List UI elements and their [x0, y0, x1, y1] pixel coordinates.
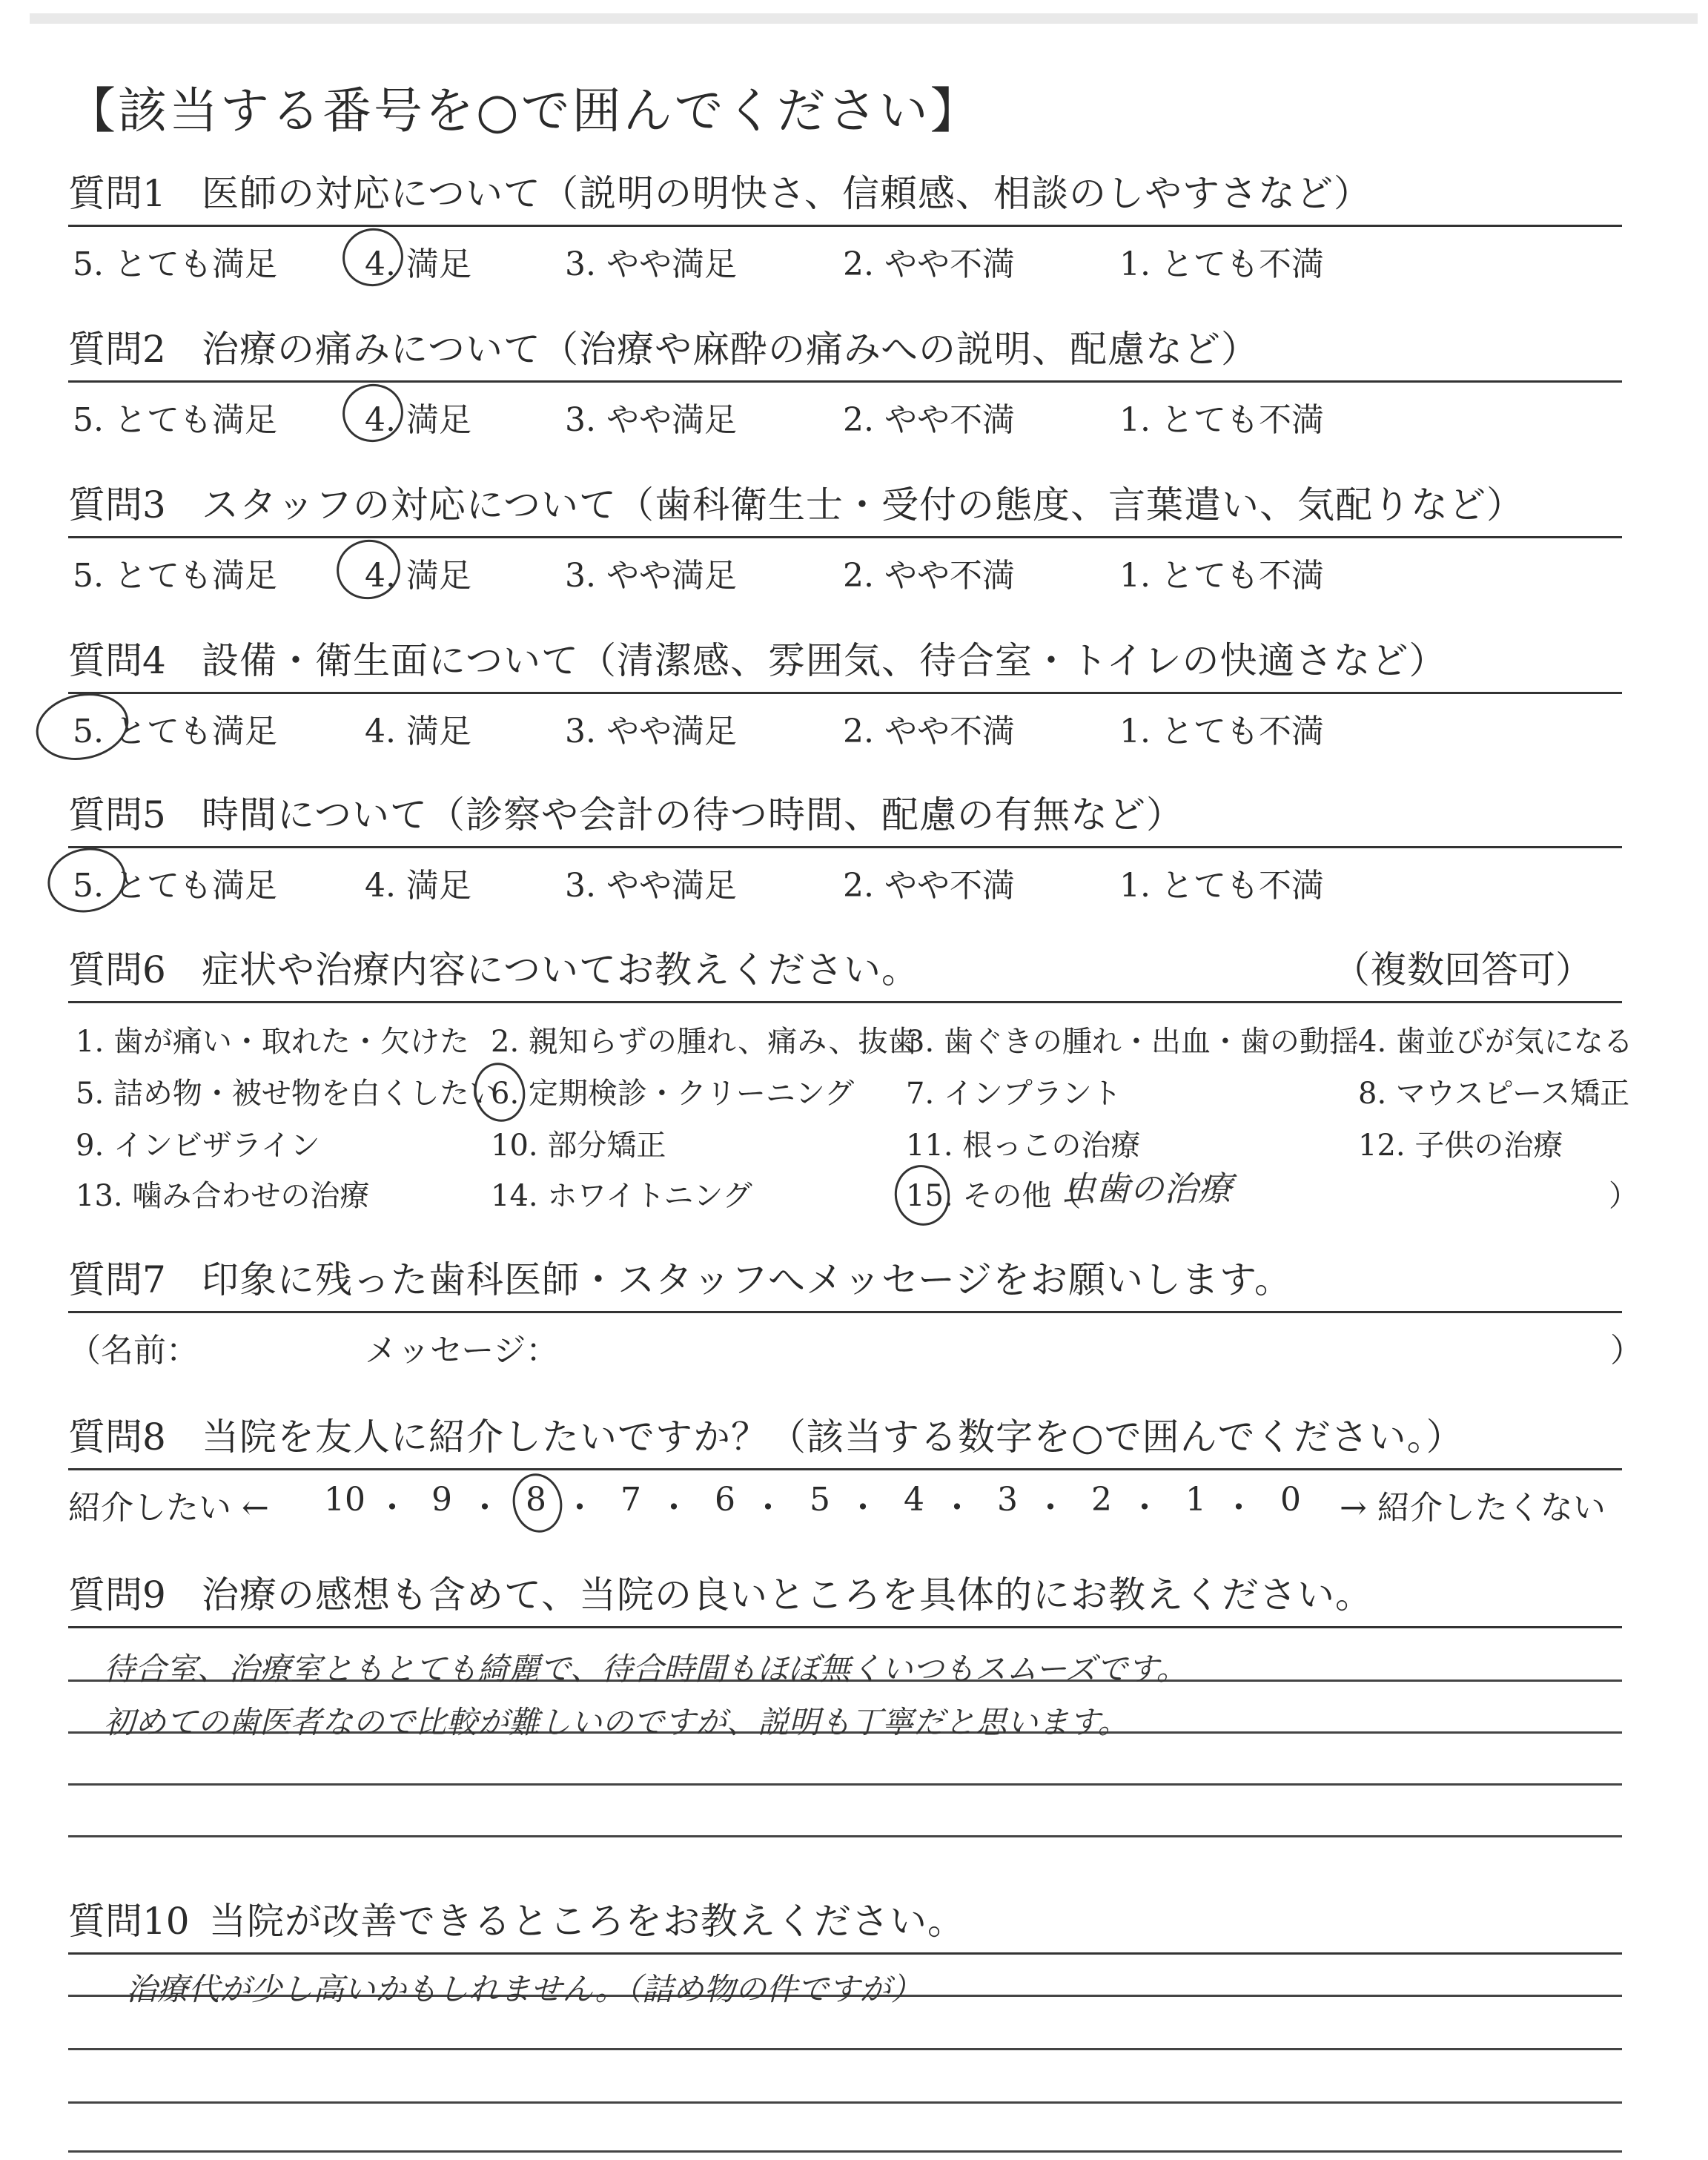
symptom-option-11[interactable]: 11. 根っこの治療 — [906, 1129, 1141, 1163]
option-4[interactable]: 4. 満足 — [365, 867, 471, 905]
symptom-option-2[interactable]: 2. 親知らずの腫れ、痛み、抜歯 — [491, 1025, 918, 1059]
question-7 — [68, 1246, 1643, 1370]
selection-circle — [889, 1160, 955, 1231]
symptom-option-6[interactable]: 6. 定期検診・クリーニング — [491, 1077, 855, 1111]
question-text: 時間について（診察や会計の待つ時間、配慮の有無など） — [202, 793, 1184, 836]
question-9 — [68, 1561, 1622, 1628]
option-5[interactable]: 5. とても満足 — [73, 867, 277, 905]
answer-line — [68, 2101, 1622, 2104]
option-5[interactable]: 5. とても満足 — [73, 401, 277, 439]
handwritten-answer: 待合室、治療室ともとても綺麗で、待合時間もほぼ無くいつもスムーズです。 — [104, 1651, 1188, 1687]
option-5[interactable]: 5. とても満足 — [73, 713, 277, 750]
recommend-left-label: 紹介したい ← — [68, 1489, 269, 1527]
symptom-option-13[interactable]: 13. 噛み合わせの治療 — [76, 1179, 370, 1213]
option-1[interactable]: 1. とても不満 — [1119, 713, 1324, 750]
scale-dot: ・ — [1222, 1489, 1255, 1527]
selection-circle — [30, 685, 135, 768]
scale-dot: ・ — [847, 1489, 879, 1527]
scale-dot: ・ — [1034, 1489, 1067, 1527]
scale-8[interactable]: 8 — [526, 1481, 546, 1519]
question-3 — [68, 471, 1622, 598]
question-text: 当院が改善できるところをお教えください。 — [209, 1900, 965, 1943]
option-2[interactable]: 2. やや不満 — [843, 867, 1015, 905]
option-3[interactable]: 3. やや満足 — [565, 713, 737, 750]
question-note: （複数回答可） — [1333, 948, 1592, 991]
option-5[interactable]: 5. とても満足 — [73, 245, 277, 283]
scale-0[interactable]: 0 — [1280, 1481, 1301, 1519]
symptom-option-8[interactable]: 8. マウスピース矯正 — [1358, 1077, 1630, 1111]
question-number: 質問10 — [68, 1900, 190, 1943]
symptom-option-15[interactable]: 15. その他（ — [906, 1179, 1082, 1213]
handwritten-answer: 治療代が少し高いかもしれません。（詰め物の件ですが） — [126, 1971, 922, 2007]
option-3[interactable]: 3. やや満足 — [565, 557, 737, 595]
message-label: メッセージ： — [365, 1332, 559, 1370]
message-close-paren: ） — [1610, 1332, 1643, 1370]
option-1[interactable]: 1. とても不満 — [1119, 245, 1324, 283]
selection-circle — [469, 1058, 530, 1126]
question-number: 質問1 — [68, 172, 166, 215]
question-number: 質問5 — [68, 793, 166, 836]
symptom-option-4[interactable]: 4. 歯並びが気になる — [1358, 1025, 1633, 1059]
question-10 — [68, 1887, 1622, 1955]
question-number: 質問8 — [68, 1416, 166, 1459]
scale-dot: ・ — [752, 1489, 784, 1527]
symptom-option-1[interactable]: 1. 歯が痛い・取れた・欠けた — [76, 1025, 469, 1059]
selection-circle — [507, 1469, 567, 1537]
symptom-option-5[interactable]: 5. 詰め物・被せ物を白くしたい — [76, 1077, 499, 1111]
option-1[interactable]: 1. とても不満 — [1119, 401, 1324, 439]
scale-7[interactable]: 7 — [620, 1481, 641, 1519]
question-number: 質問6 — [68, 948, 166, 991]
question-text: 設備・衛生面について（清潔感、雰囲気、待合室・トイレの快適さなど） — [202, 639, 1447, 682]
other-handwritten: 虫歯の治療 — [1062, 1169, 1232, 1209]
answer-line — [68, 2150, 1622, 2153]
answer-line — [68, 1783, 1622, 1786]
question-number: 質問2 — [68, 328, 166, 371]
symptom-option-7[interactable]: 7. インプラント — [906, 1077, 1122, 1111]
question-number: 質問3 — [68, 483, 166, 526]
question-1 — [68, 159, 1622, 286]
question-text: 治療の感想も含めて、当院の良いところを具体的にお教えください。 — [202, 1573, 1373, 1616]
scale-6[interactable]: 6 — [715, 1481, 735, 1519]
symptom-option-3[interactable]: 3. 歯ぐきの腫れ・出血・歯の動揺 — [906, 1025, 1359, 1059]
answer-line — [68, 2048, 1622, 2050]
scale-dot: ・ — [563, 1489, 596, 1527]
scale-dot: ・ — [1128, 1489, 1161, 1527]
scale-3[interactable]: 3 — [997, 1481, 1018, 1519]
option-1[interactable]: 1. とても不満 — [1119, 557, 1324, 595]
scale-9[interactable]: 9 — [431, 1481, 452, 1519]
recommend-right-label: → 紹介したくない — [1340, 1489, 1606, 1527]
option-2[interactable]: 2. やや不満 — [843, 245, 1015, 283]
symptom-option-10[interactable]: 10. 部分矯正 — [491, 1129, 666, 1163]
question-number: 質問7 — [68, 1258, 166, 1301]
question-4 — [68, 627, 1622, 753]
question-number: 質問9 — [68, 1573, 166, 1616]
scale-dot: ・ — [376, 1489, 408, 1527]
option-5[interactable]: 5. とても満足 — [73, 557, 277, 595]
option-4[interactable]: 4. 満足 — [365, 713, 471, 750]
question-text: 治療の痛みについて（治療や麻酔の痛みへの説明、配慮など） — [202, 328, 1259, 371]
option-4[interactable]: 4. 満足 — [365, 245, 471, 283]
question-5 — [68, 781, 1622, 908]
scale-4[interactable]: 4 — [904, 1481, 924, 1519]
form-title: 【該当する番号を○で囲んでください】 — [67, 82, 982, 139]
symptom-option-9[interactable]: 9. インビザライン — [76, 1129, 320, 1163]
other-close-paren: ） — [1609, 1179, 1638, 1213]
handwritten-answer: 初めての歯医者なので比較が難しいのですが、説明も丁寧だと思います。 — [104, 1704, 1129, 1740]
option-2[interactable]: 2. やや不満 — [843, 401, 1015, 439]
question-6 — [68, 936, 1638, 1218]
question-text: スタッフの対応について（歯科衛生士・受付の態度、言葉遣い、気配りなど） — [202, 483, 1524, 526]
answer-line — [68, 1835, 1622, 1837]
scan-edge — [30, 13, 1698, 24]
option-1[interactable]: 1. とても不満 — [1119, 867, 1324, 905]
selection-circle — [42, 841, 132, 919]
symptom-option-12[interactable]: 12. 子供の治療 — [1358, 1129, 1563, 1163]
scale-dot: ・ — [658, 1489, 690, 1527]
question-number: 質問4 — [68, 639, 166, 682]
symptom-option-14[interactable]: 14. ホワイトニング — [491, 1179, 752, 1213]
option-3[interactable]: 3. やや満足 — [565, 245, 737, 283]
scale-dot: ・ — [469, 1489, 501, 1527]
option-3[interactable]: 3. やや満足 — [565, 401, 737, 439]
option-4[interactable]: 4. 満足 — [365, 557, 471, 595]
scale-10[interactable]: 10 — [324, 1481, 365, 1519]
question-text: 医師の対応について（説明の明快さ、信頼感、相談のしやすさなど） — [202, 172, 1371, 215]
question-8 — [68, 1403, 1622, 1530]
scale-1[interactable]: 1 — [1185, 1481, 1206, 1519]
option-2[interactable]: 2. やや不満 — [843, 713, 1015, 750]
question-2 — [68, 315, 1622, 442]
option-4[interactable]: 4. 満足 — [365, 401, 471, 439]
scale-dot: ・ — [941, 1489, 973, 1527]
question-text: 症状や治療内容についてお教えください。 — [202, 948, 919, 991]
option-2[interactable]: 2. やや不満 — [843, 557, 1015, 595]
name-label: （名前： — [68, 1332, 199, 1370]
option-3[interactable]: 3. やや満足 — [565, 867, 737, 905]
scale-2[interactable]: 2 — [1091, 1481, 1112, 1519]
question-text: 印象に残った歯科医師・スタッフへメッセージをお願いします。 — [202, 1258, 1292, 1301]
scale-5[interactable]: 5 — [810, 1481, 830, 1519]
question-text: 当院を友人に紹介したいですか？（該当する数字を○で囲んでください。） — [202, 1416, 1464, 1459]
